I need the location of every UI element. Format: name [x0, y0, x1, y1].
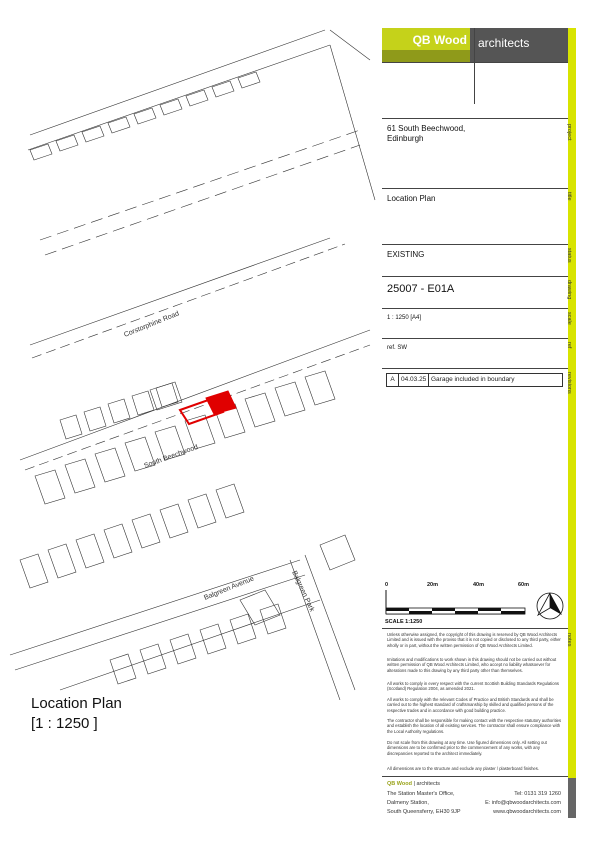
notes-tab: notes — [566, 633, 572, 647]
logo-olive-block — [382, 50, 470, 62]
map-line — [330, 30, 370, 60]
road-label: Balgreen Avenue — [203, 575, 256, 602]
drawing-number: 25007 - E01A — [387, 283, 455, 295]
map-line — [30, 30, 325, 135]
map-building — [132, 514, 160, 548]
map-building — [30, 144, 52, 160]
map-building — [238, 72, 260, 88]
map-building — [82, 126, 104, 142]
map-building — [170, 634, 196, 664]
map-building — [156, 383, 178, 407]
map-building — [186, 90, 208, 106]
map-line — [40, 130, 360, 240]
map-building — [134, 108, 156, 124]
note-1: Unless otherwise assigned, the copyright of this drawing is reserved by QB Wood Architects Limited and is issued with the proviso that it is not copied or disclosed to any third party, either wholly or in part, without the written permission of QB Wood Architects Limited. — [387, 632, 561, 648]
map-building — [230, 614, 256, 644]
footer-address-1: The Station Master's Office, — [387, 791, 455, 797]
note-5: The contractor shall be responsible for making contact with the respective statutory authorities and establish the location of all existing services. The contractor shall ensure compliance with the Local Authority regulations. — [387, 718, 562, 734]
map-building — [20, 554, 48, 588]
map-building — [188, 494, 216, 528]
drawing-title: Location Plan — [387, 194, 436, 203]
site-boundary — [180, 391, 236, 424]
map-building — [76, 534, 104, 568]
status-tab: status — [566, 248, 572, 263]
map-building — [95, 448, 125, 482]
map-building — [104, 524, 132, 558]
plan-title: Location Plan — [31, 695, 122, 712]
drawing-ref: ref. SW — [387, 345, 408, 351]
revision-letter: A — [387, 374, 399, 386]
row-line — [382, 628, 568, 629]
project-line-2: Edinburgh — [387, 134, 424, 143]
scalebar-label: SCALE 1:1250 — [385, 619, 423, 625]
row-line — [382, 338, 568, 339]
scalebar-tick-60: 60m — [518, 582, 530, 588]
footer-address-2: Dalmeny Station, — [387, 800, 429, 806]
map-line — [25, 345, 370, 470]
scalebar-tick-40: 40m — [473, 582, 485, 588]
map-building — [60, 415, 82, 439]
plan-scale: [1 : 1250 ] — [31, 715, 98, 732]
scalebar-tick-20: 20m — [427, 582, 439, 588]
road-label: Corstorphine Road — [123, 310, 181, 339]
map-building — [140, 644, 166, 674]
map-building — [216, 484, 244, 518]
map-line — [30, 238, 330, 345]
row-line — [382, 188, 568, 189]
row-line — [382, 276, 568, 277]
project-line-1: 61 South Beechwood, — [387, 124, 466, 133]
map-line — [10, 560, 300, 655]
map-building — [160, 99, 182, 115]
scalebar-tick-0: 0 — [385, 582, 389, 588]
note-4: All works to comply with the relevant Codes of Practice and British Standards and shall be carried out to the highest standard of craftsmanship by skilled and qualified persons of the respective trades and in accordance with good building practice. — [387, 697, 554, 713]
map-building — [48, 544, 76, 578]
logo-grey-block — [470, 50, 568, 62]
logo-name: QB Wood — [412, 33, 467, 47]
map-line — [330, 45, 375, 200]
drawing-scale: 1 : 1250 [A4] — [387, 315, 422, 321]
project-tab: project — [566, 124, 572, 141]
drawing-status: EXISTING — [387, 250, 425, 259]
map-line — [28, 45, 330, 150]
row-line — [382, 308, 568, 309]
row-line — [382, 118, 568, 119]
revision-row — [386, 373, 563, 387]
map-building — [65, 459, 95, 493]
note-7: All dimensions are to the structure and exclude any plaster / plasterboard finishes. — [387, 766, 539, 771]
footer-website[interactable]: www.qbwoodarchitects.com — [493, 809, 561, 815]
scale-tab: scale — [566, 312, 572, 325]
row-line — [382, 368, 568, 369]
revision-date: 04.03.25 — [399, 374, 429, 386]
map-building — [245, 393, 275, 427]
note-3: All works to comply in every respect with the current Scottish Building Standards Regulations (Scotland) Regulation 2004, as amended 2021. — [387, 681, 560, 692]
map-line — [20, 330, 370, 460]
footer-company-name: QB Wood — [387, 781, 412, 787]
north-arrow-icon — [534, 591, 566, 621]
map-building — [260, 604, 286, 634]
drawing-tab: drawing — [566, 280, 572, 300]
footer-email[interactable]: E: info@qbwoodarchitects.com — [485, 800, 561, 806]
map-line — [32, 244, 345, 358]
map-building — [275, 382, 305, 416]
scale-bar — [385, 590, 527, 616]
map-building — [108, 117, 130, 133]
road-label: South Beechwood — [143, 443, 200, 470]
map-building — [35, 470, 65, 504]
footer-phone: Tel: 0131 319 1260 — [514, 791, 561, 797]
map-building — [110, 654, 136, 684]
side-strip-dark — [568, 778, 576, 818]
logo-suffix: architects — [478, 36, 530, 50]
map-building — [56, 135, 78, 151]
map-building — [212, 81, 234, 97]
row-line — [382, 776, 568, 777]
title-tab: title — [566, 192, 572, 201]
row-line — [382, 62, 568, 63]
map-line — [45, 145, 360, 255]
road-label: Balgreen Park — [290, 569, 316, 614]
logo-divider — [474, 28, 475, 104]
footer-company — [387, 781, 440, 787]
revisions-tab: revisions — [566, 372, 572, 394]
map-building — [200, 624, 226, 654]
map-building — [84, 407, 106, 431]
map-building — [240, 590, 280, 625]
ref-tab: ref — [566, 342, 572, 349]
note-6: Do not scale from this drawing at any time. Use figured dimensions only. All setting out dimensions are to be confirmed prior to the commencement of any works, with any discrepancies reported to the architect immediately. — [387, 740, 547, 756]
footer-address-3: South Queensferry, EH30 9JP — [387, 809, 461, 815]
map-building — [305, 371, 335, 405]
map-building — [320, 535, 355, 570]
row-line — [382, 244, 568, 245]
revision-description: Garage included in boundary — [431, 376, 515, 383]
footer-company-suffix: | architects — [413, 781, 440, 787]
note-2: Imitations and modifications to work shown in this drawing should not be carried out without written permission of QB Wood Architects Limited, who accept no liability whatsoever for alterations made to this drawing by any third party other than themselves. — [387, 657, 557, 673]
map-building — [108, 399, 130, 423]
map-building — [160, 504, 188, 538]
